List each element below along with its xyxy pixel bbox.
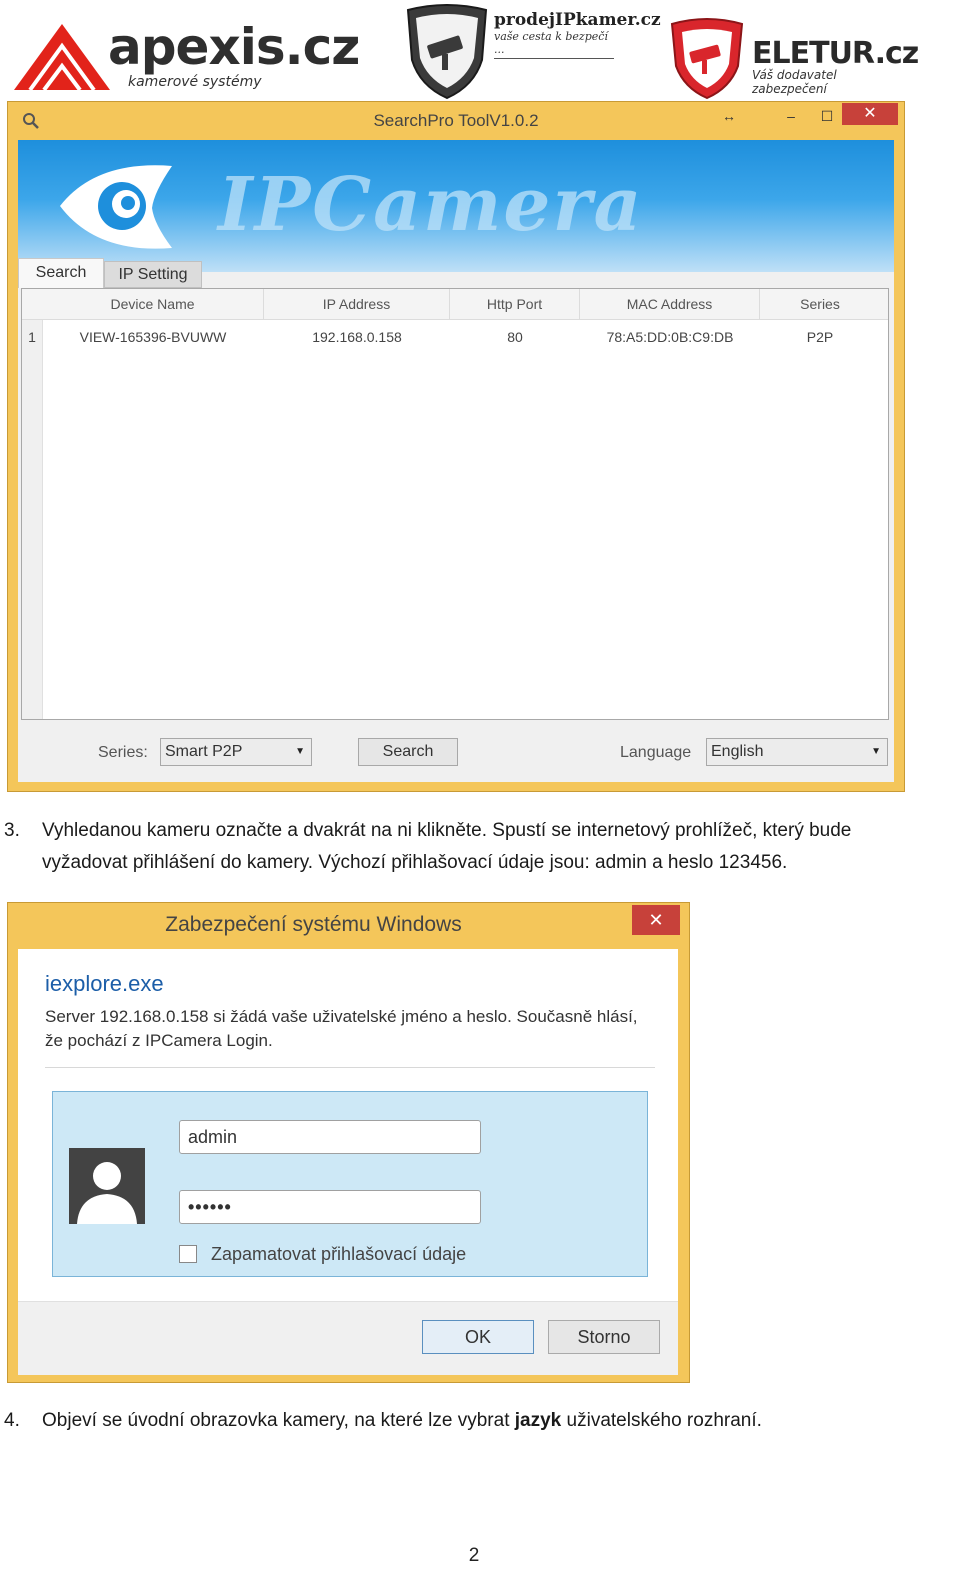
maximize-button[interactable]: ☐ xyxy=(820,108,834,124)
series-label: Series: xyxy=(98,744,148,761)
banner-title: IPCamera xyxy=(218,162,644,248)
cell-http-port: 80 xyxy=(507,329,523,345)
cell-device-name: VIEW-165396-BVUWW xyxy=(79,329,227,345)
cancel-button[interactable]: Storno xyxy=(548,1320,660,1354)
eletur-shield-icon xyxy=(668,16,746,100)
column-mac-address[interactable]: MAC Address xyxy=(580,289,760,319)
apexis-name: apexis.cz xyxy=(108,18,360,76)
step-3-line-2: vyžadovat přihlášení do kamery. Výchozí přihlašovací údaje jsou: admin a heslo 123456. xyxy=(42,852,788,873)
tab-search[interactable]: Search xyxy=(18,258,104,288)
close-button[interactable]: ✕ xyxy=(842,103,898,125)
message-line-2: že pochází z IPCamera Login. xyxy=(45,1031,273,1050)
language-label: Language xyxy=(620,744,692,761)
prodej-name: prodejIPkamer.cz xyxy=(494,10,661,30)
step-4-text-after: uživatelského rozhraní. xyxy=(561,1410,762,1431)
row-header-column xyxy=(22,289,43,719)
eye-logo-icon xyxy=(56,162,176,252)
column-series[interactable]: Series xyxy=(800,296,840,312)
prodej-logo xyxy=(404,4,664,100)
apexis-tagline: kamerové systémy xyxy=(128,74,262,90)
credentials-panel xyxy=(52,1091,648,1277)
table-header xyxy=(22,289,888,320)
app-name: iexplore.exe xyxy=(45,971,164,996)
column-device-name[interactable]: Device Name xyxy=(42,289,264,319)
series-select[interactable] xyxy=(160,738,312,766)
dialog-footer xyxy=(18,1301,678,1375)
step-4-line xyxy=(42,1410,762,1432)
dialog-close-button[interactable]: ✕ xyxy=(632,905,680,935)
chevron-down-icon: ▼ xyxy=(871,746,881,757)
step-3-line-1: Vyhledanou kameru označte a dvakrát na ni klikněte. Spustí se internetový prohlížeč, který bude xyxy=(42,820,852,841)
step-4-bold-word: jazyk xyxy=(514,1410,562,1431)
tab-ip-setting[interactable]: IP Setting xyxy=(104,261,202,288)
searchpro-titlebar[interactable] xyxy=(8,102,904,140)
cell-ip-address: 192.168.0.158 xyxy=(312,329,402,345)
remember-label[interactable]: Zapamatovat přihlašovací údaje xyxy=(211,1244,467,1264)
cell-mac-address: 78:A5:DD:0B:C9:DB xyxy=(606,329,734,345)
password-field[interactable]: •••••• xyxy=(179,1190,481,1224)
searchpro-window xyxy=(7,101,905,792)
step-4-text-before: Objeví se úvodní obrazovka kamery, na které lze vybrat xyxy=(42,1410,515,1431)
apexis-triangle-icon xyxy=(12,22,112,92)
resize-arrows-icon[interactable]: ↔ xyxy=(722,108,736,124)
eletur-tagline: Váš dodavatel zabezpečení xyxy=(752,68,837,96)
series-select-value: Smart P2P xyxy=(165,743,243,760)
bottom-toolbar xyxy=(18,728,894,782)
apexis-logo xyxy=(12,18,360,98)
divider xyxy=(45,1067,655,1068)
message-line-1: Server 192.168.0.158 si žádá vaše uživatelské jméno a heslo. Současně hlásí, xyxy=(45,1007,638,1026)
search-button[interactable]: Search xyxy=(358,738,458,766)
dialog-client xyxy=(18,949,678,1374)
column-ip-address[interactable]: IP Address xyxy=(264,289,450,319)
user-avatar-icon xyxy=(69,1148,145,1224)
eletur-logo xyxy=(668,16,919,102)
column-http-port[interactable]: Http Port xyxy=(450,289,580,319)
page-number: 2 xyxy=(468,1545,480,1566)
window-title: SearchPro ToolV1.0.2 xyxy=(373,111,539,130)
eletur-name: ELETUR.cz xyxy=(752,36,919,71)
dialog-message xyxy=(45,1005,665,1053)
prodej-tagline: vaše cesta k bezpečí ... xyxy=(494,30,614,59)
searchpro-client xyxy=(18,140,894,782)
remember-checkbox[interactable] xyxy=(179,1245,197,1263)
language-select-value: English xyxy=(711,743,764,760)
device-table xyxy=(21,288,889,720)
username-field[interactable]: admin xyxy=(179,1120,481,1154)
minimize-button[interactable]: – xyxy=(787,108,795,124)
dialog-title: Zabezpečení systému Windows xyxy=(165,913,462,936)
step-number: 3. xyxy=(4,820,20,841)
camera-shield-icon xyxy=(404,4,490,100)
step-number: 4. xyxy=(4,1410,20,1431)
row-index: 1 xyxy=(28,329,36,345)
table-row[interactable] xyxy=(22,321,888,353)
chevron-down-icon: ▼ xyxy=(295,746,305,757)
language-select[interactable] xyxy=(706,738,888,766)
tab-bar xyxy=(18,258,894,288)
cell-series: P2P xyxy=(806,329,834,345)
ipcamera-banner xyxy=(18,140,894,272)
windows-security-dialog xyxy=(7,902,690,1383)
ok-button[interactable]: OK xyxy=(422,1320,534,1354)
